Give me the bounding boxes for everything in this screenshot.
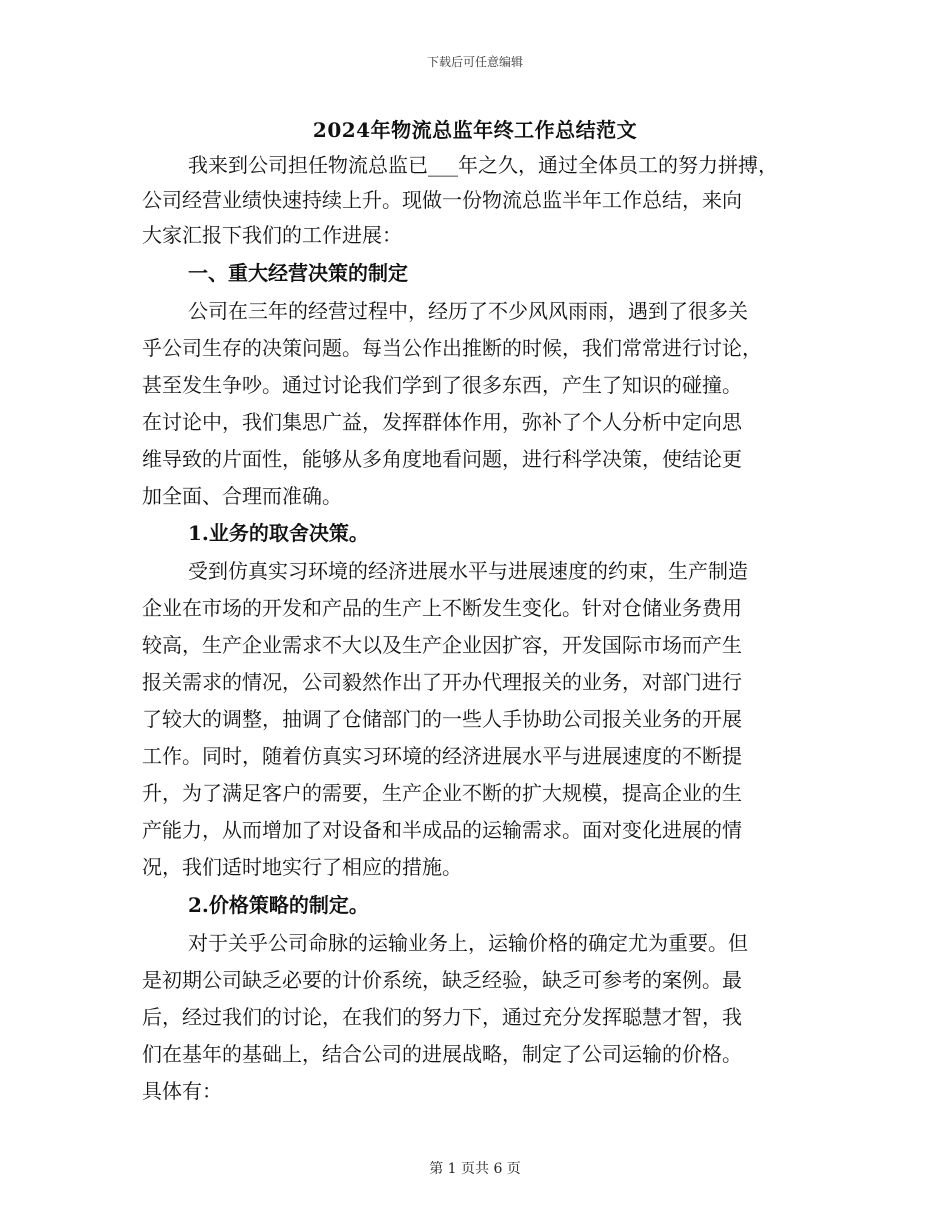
paragraph-line: 报关需求的情况，公司毅然作出了开办代理报关的业务，对部门进行 bbox=[142, 670, 742, 694]
paragraph-line: 较高，生产企业需求不大以及生产企业因扩容，开发国际市场而产生 bbox=[142, 633, 742, 657]
paragraph-line: 乎公司生存的决策问题。每当公作出推断的时候，我们常常进行讨论， bbox=[142, 336, 762, 360]
paragraph-line: 公司经营业绩快速持续上升。现做一份物流总监半年工作总结，来向 bbox=[142, 188, 742, 212]
paragraph-line: 企业在市场的开发和产品的生产上不断发生变化。针对仓储业务费用 bbox=[142, 596, 742, 620]
paragraph-line: 们在基年的基础上，结合公司的进展战略，制定了公司运输的价格。 bbox=[142, 1042, 742, 1066]
paragraph-line: 对于关乎公司命脉的运输业务上，运输价格的确定尤为重要。但 bbox=[188, 931, 748, 955]
document-title: 2024年物流总监年终工作总结范文 bbox=[312, 118, 638, 142]
paragraph-line: 甚至发生争吵。通过讨论我们学到了很多东西，产生了知识的碰撞。 bbox=[142, 373, 742, 397]
paragraph-line: 况，我们适时地实行了相应的措施。 bbox=[142, 855, 462, 879]
subsection-heading: 1.业务的取舍决策。 bbox=[188, 521, 369, 545]
paragraph-line: 维导致的片面性，能够从多角度地看问题，进行科学决策，使结论更 bbox=[142, 447, 742, 471]
paragraph-line: 了较大的调整，抽调了仓储部门的一些人手协助公司报关业务的开展 bbox=[142, 707, 742, 731]
page-footer: 第 1 页共 6 页 bbox=[429, 1161, 521, 1177]
paragraph-line: 产能力，从而增加了对设备和半成品的运输需求。面对变化进展的情 bbox=[142, 818, 742, 842]
paragraph-line: 工作。同时，随着仿真实习环境的经济进展水平与进展速度的不断提 bbox=[142, 744, 742, 768]
page-header: 下载后可任意编辑 bbox=[426, 55, 523, 69]
paragraph-line: 加全面、合理而准确。 bbox=[142, 484, 342, 508]
subsection-heading: 2.价格策略的制定。 bbox=[188, 893, 369, 917]
paragraph-line: 大家汇报下我们的工作进展： bbox=[142, 223, 402, 247]
section-heading: 一、重大经营决策的制定 bbox=[188, 261, 408, 285]
paragraph-line: 受到仿真实习环境的经济进展水平与进展速度的约束，生产制造 bbox=[188, 559, 748, 583]
paragraph-line: 公司在三年的经营过程中，经历了不少风风雨雨，遇到了很多关 bbox=[188, 299, 748, 323]
paragraph-line: 在讨论中，我们集思广益，发挥群体作用，弥补了个人分析中定向思 bbox=[142, 410, 742, 434]
paragraph-line: 具体有： bbox=[142, 1079, 222, 1103]
paragraph-line: 是初期公司缺乏必要的计价系统，缺乏经验，缺乏可参考的案例。最 bbox=[142, 968, 742, 992]
paragraph-line: 我来到公司担任物流总监已___年之久，通过全体员工的努力拼搏， bbox=[188, 153, 778, 177]
paragraph-line: 后，经过我们的讨论，在我们的努力下，通过充分发挥聪慧才智，我 bbox=[142, 1005, 742, 1029]
paragraph-line: 升，为了满足客户的需要，生产企业不断的扩大规模，提高企业的生 bbox=[142, 781, 742, 805]
